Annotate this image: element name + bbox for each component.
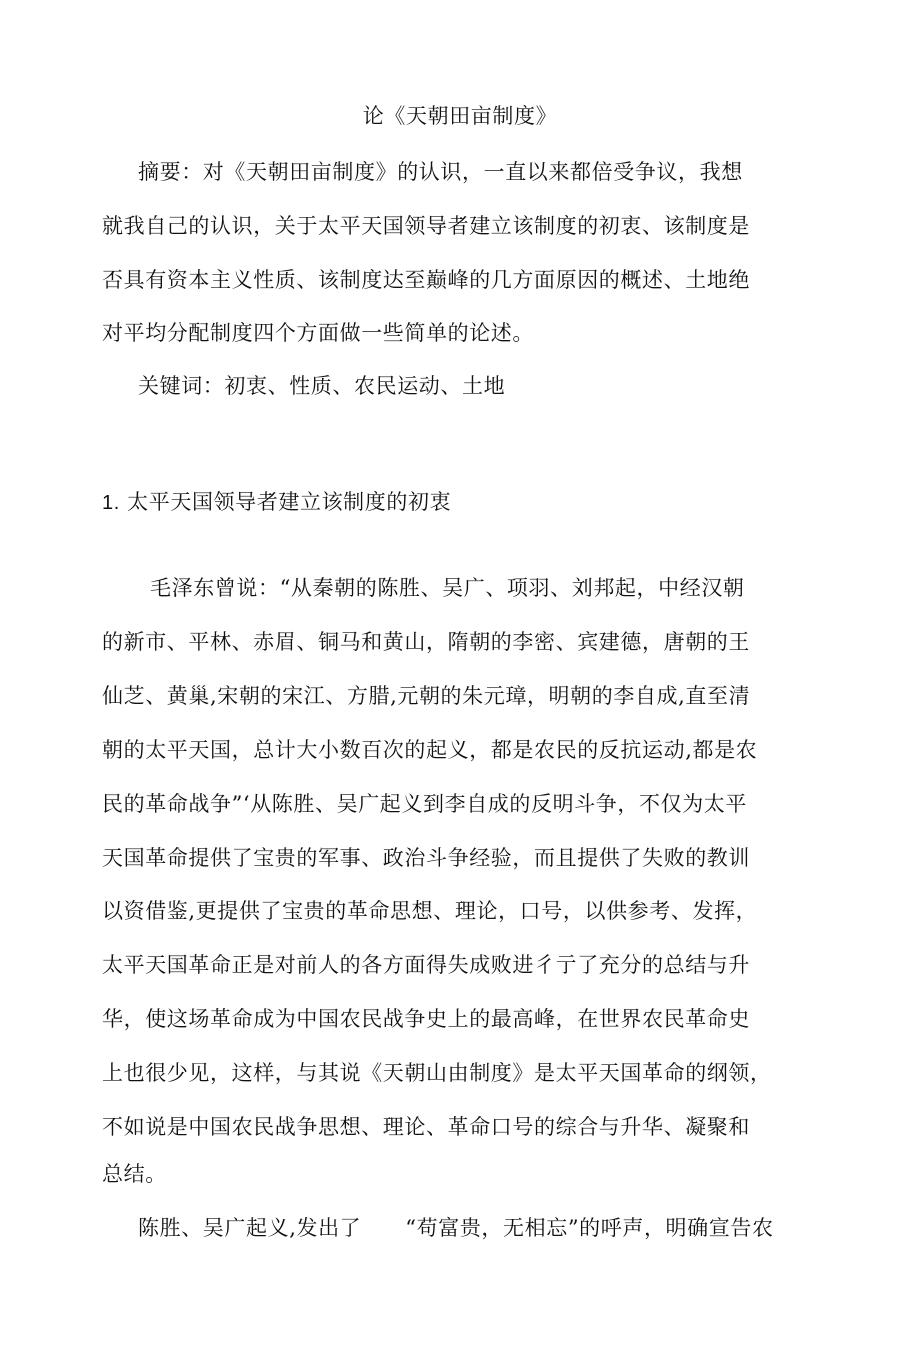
paragraph-line: 天国革命提供了宝贵的军事、政治斗争经验，而且提供了失败的教训 [102, 846, 750, 870]
section-title: 太平天国领导者建立该制度的初衷 [127, 490, 452, 514]
keywords-line: 关键词：初衷、性质、农民运动、土地 [138, 374, 506, 398]
section-heading [102, 488, 451, 517]
paragraph-line: 以资借鉴,更提供了宝贵的革命思想、理论，口号，以供参考、发挥， [102, 899, 758, 923]
paragraph-line: 仙芝、黄巢,宋朝的宋江、方腊,元朝的朱元璋，明朝的李自成,直至清 [102, 684, 751, 708]
paragraph-line: 不如说是中国农民战争思想、理论、革命口号的综合与升华、凝聚和 [102, 1115, 750, 1139]
paragraph-line: 太平天国革命正是对前人的各方面得失成败进彳亍了充分的总结与升 [102, 953, 750, 977]
paragraph-line: 总结。 [102, 1162, 167, 1186]
abstract-line: 否具有资本主义性质、该制度达至巅峰的几方面原因的概述、土地绝 [102, 268, 750, 292]
paragraph-line: 民的革命战争”‘从陈胜、吴广起义到李自成的反明斗争，不仅为太平 [102, 792, 748, 816]
abstract-line: 对平均分配制度四个方面做一些简单的论述。 [102, 321, 534, 345]
paragraph-line: 朝的太平天国，总计大小数百次的起义，都是农民的反抗运动,都是农 [102, 738, 758, 762]
document-title: 论《天朝田亩制度》 [362, 104, 558, 128]
abstract-line: 就我自己的认识，关于太平天国领导者建立该制度的初衷、该制度是 [102, 214, 750, 238]
section-number: 1. [102, 492, 120, 514]
paragraph2-start: 陈胜、吴广起义,发出了 [138, 1216, 362, 1240]
paragraph-line [138, 1214, 774, 1242]
paragraph2-quote: “苟富贵，无相忘”的呼声，明确宣告农 [405, 1216, 774, 1240]
abstract-line: 摘要：对《天朝田亩制度》的认识，一直以来都倍受争议，我想 [138, 160, 743, 184]
paragraph-line: 的新市、平林、赤眉、铜马和黄山，隋朝的李密、宾建德，唐朝的王 [102, 630, 750, 654]
paragraph-line: 毛泽东曾说：“从秦朝的陈胜、吴广、项羽、刘邦起，中经汉朝 [150, 576, 745, 600]
paragraph-line: 华，使这场革命成为中国农民战争史上的最高峰，在世界农民革命史 [102, 1007, 750, 1031]
paragraph-line: 上也很少见，这样，与其说《天朝山由制度》是太平天国革命的纲领， [102, 1061, 772, 1085]
